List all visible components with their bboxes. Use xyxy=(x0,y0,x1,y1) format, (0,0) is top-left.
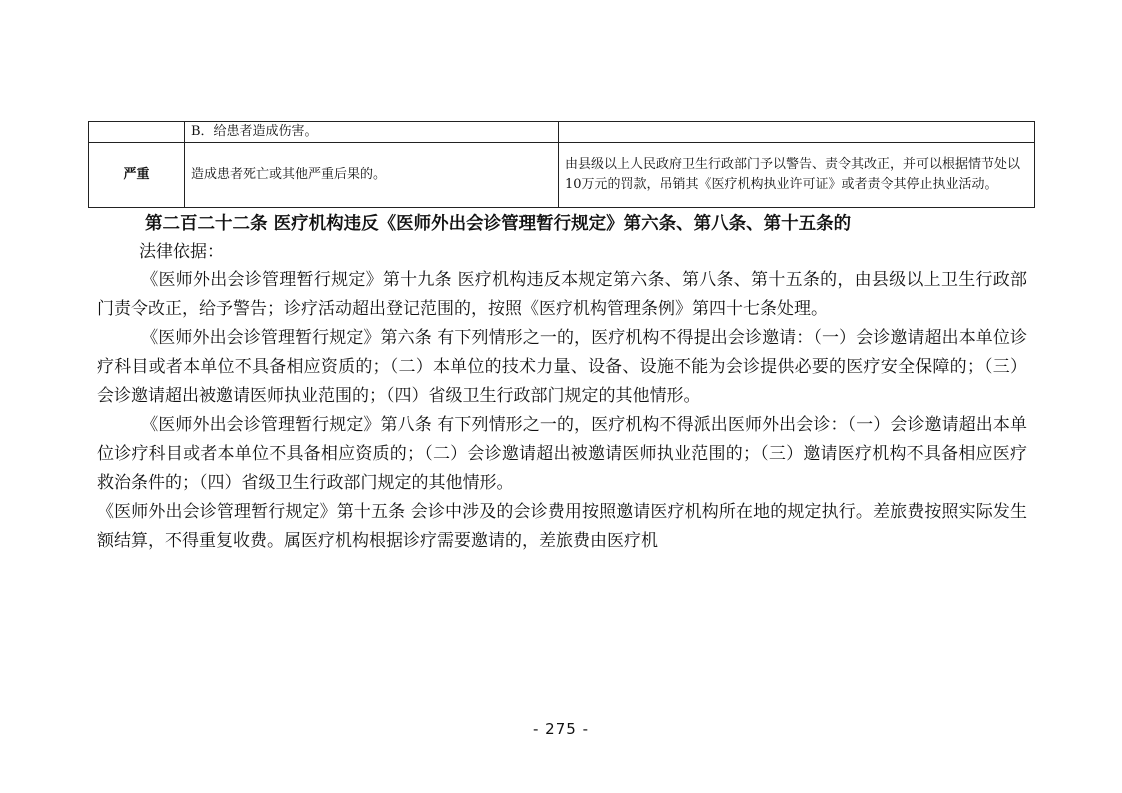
level-cell: 严重 xyxy=(89,143,185,208)
article-body xyxy=(97,211,1027,556)
description-cell: 造成患者死亡或其他严重后果的。 xyxy=(185,143,559,208)
penalty-cell: 由县级以上人民政府卫生行政部门予以警告、责令其改正，并可以根据情节处以10万元的罚款，吊销其《医疗机构执业许可证》或者责令其停止执业活动。 xyxy=(559,143,1035,208)
paragraph: 《医师外出会诊管理暂行规定》第六条 有下列情形之一的，医疗机构不得提出会诊邀请：（一）会诊邀请超出本单位诊疗科目或者本单位不具备相应资质的；（二）本单位的技术力量、设备、设施不能为会诊提供必要的医疗安全保障的；（三）会诊邀请超出被邀请医师执业范围的；（四）省级卫生行政部门规定的其他情形。 xyxy=(97,328,1027,406)
paragraph: 《医师外出会诊管理暂行规定》第十九条 医疗机构违反本规定第六条、第八条、第十五条的，由县级以上卫生行政部门责令改正，给予警告；诊疗活动超出登记范围的，按照《医疗机构管理条例》第四十七条处理。 xyxy=(97,270,1027,319)
penalty-table xyxy=(88,121,1035,208)
description-cell: B．给患者造成伤害。 xyxy=(185,122,559,143)
table-row xyxy=(89,122,1035,143)
paragraph: 《医师外出会诊管理暂行规定》第十五条 会诊中涉及的会诊费用按照邀请医疗机构所在地的规定执行。差旅费按照实际发生额结算，不得重复收费。属医疗机构根据诊疗需要邀请的，差旅费由医疗机 xyxy=(97,502,1027,551)
page-number: - 275 - xyxy=(533,720,589,738)
table-row xyxy=(89,143,1035,208)
penalty-cell xyxy=(559,122,1035,143)
level-cell xyxy=(89,122,185,143)
article-title: 第二百二十二条 医疗机构违反《医师外出会诊管理暂行规定》第六条、第八条、第十五条的 xyxy=(145,214,852,234)
paragraph: 《医师外出会诊管理暂行规定》第八条 有下列情形之一的，医疗机构不得派出医师外出会诊：（一）会诊邀请超出本单位诊疗科目或者本单位不具备相应资质的；（二）会诊邀请超出被邀请医师执业范围的；（三）邀请医疗机构不具备相应医疗救治条件的；（四）省级卫生行政部门规定的其他情形。 xyxy=(97,415,1027,493)
legal-basis-label: 法律依据： xyxy=(139,242,224,262)
